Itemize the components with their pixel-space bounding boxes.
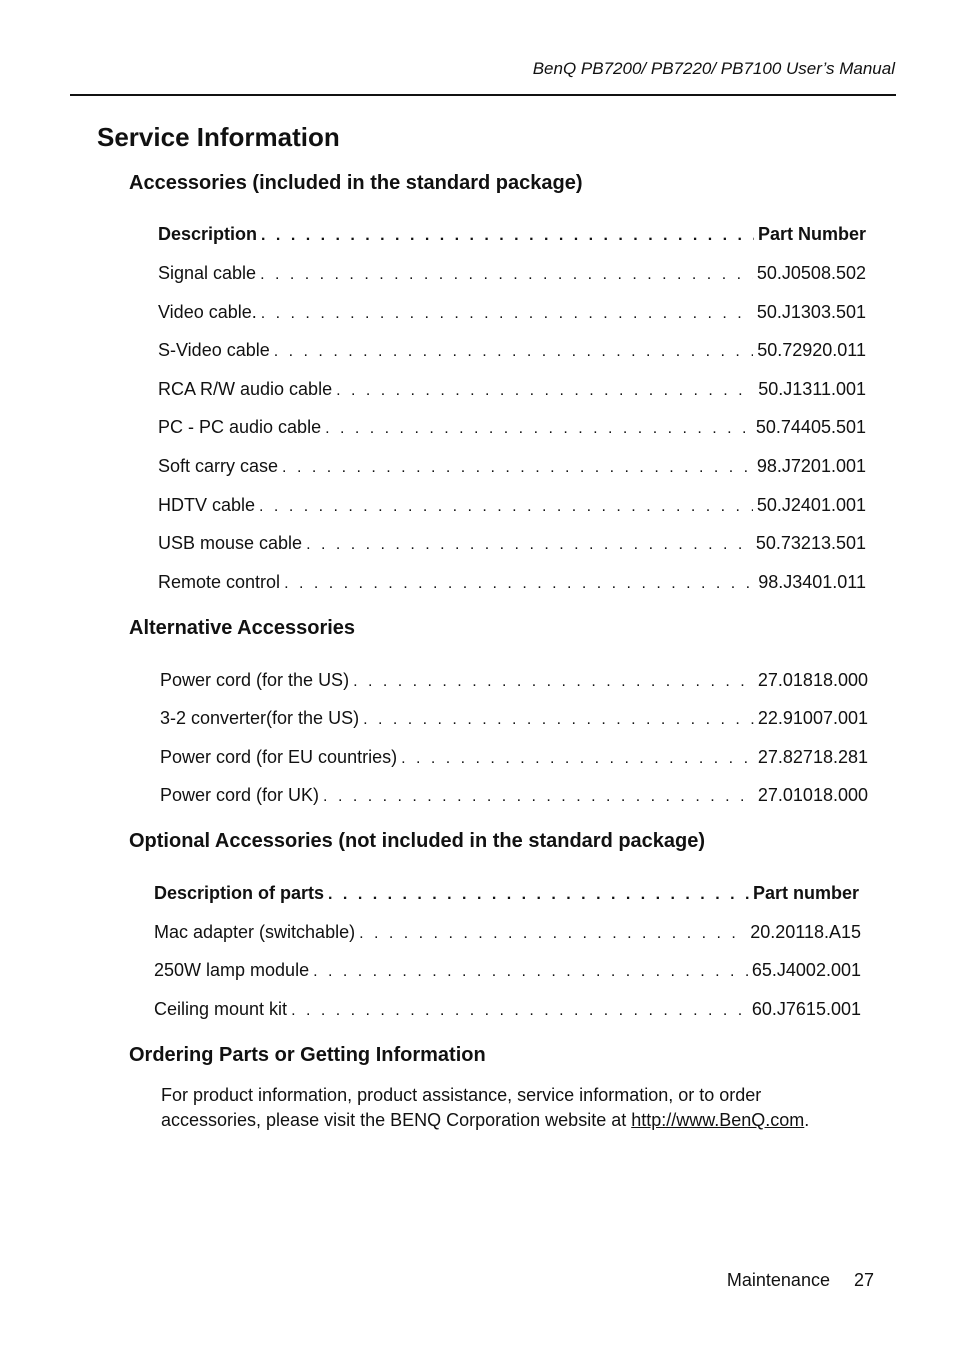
ordering-paragraph xyxy=(161,1083,861,1133)
item-description: Mac adapter (switchable) xyxy=(154,922,356,942)
item-part-number: 50.J1303.501 xyxy=(756,302,866,322)
dot-leader xyxy=(401,750,754,768)
item-description: S-Video cable xyxy=(158,340,270,360)
dot-leader xyxy=(363,711,754,729)
list-item xyxy=(160,708,868,729)
list-item xyxy=(158,495,866,516)
dot-leader xyxy=(284,575,754,593)
item-part-number: 50.74405.501 xyxy=(755,417,866,437)
dot-leader xyxy=(313,963,748,981)
ordering-text-line2: accessories, please visit the BENQ Corporation website at xyxy=(161,1110,632,1130)
dot-leader xyxy=(353,673,754,691)
dot-leader xyxy=(282,459,753,477)
list-item xyxy=(158,533,866,554)
running-header: BenQ PB7200/ PB7220/ PB7100 User’s Manual xyxy=(532,59,895,78)
item-part-number: 65.J4002.001 xyxy=(751,960,861,980)
item-part-number: 50.72920.011 xyxy=(757,340,866,360)
item-description: USB mouse cable xyxy=(158,533,303,553)
dot-leader xyxy=(325,420,752,438)
dot-leader xyxy=(261,305,753,323)
section-heading-standard: Accessories (included in the standard package) xyxy=(129,172,583,194)
item-description: PC - PC audio cable xyxy=(158,417,322,437)
page-title: Service Information xyxy=(97,122,340,152)
page-number: 27 xyxy=(853,1270,874,1290)
footer-section: Maintenance xyxy=(726,1270,830,1290)
ordering-text-line1: For product information, product assistance, service information, or to order xyxy=(161,1085,762,1105)
section-heading-ordering: Ordering Parts or Getting Information xyxy=(129,1044,486,1066)
list-item xyxy=(154,960,861,981)
benq-website-link[interactable]: http://www.BenQ.com xyxy=(631,1110,805,1130)
dot-leader xyxy=(328,886,749,904)
section-heading-alternative: Alternative Accessories xyxy=(129,617,356,639)
item-part-number: 27.01018.000 xyxy=(757,785,868,805)
section-heading-optional: Optional Accessories (not included in the standard package) xyxy=(129,830,706,852)
list-item xyxy=(158,340,866,361)
list-item xyxy=(158,302,866,323)
dot-leader xyxy=(306,536,752,554)
dot-leader xyxy=(336,382,754,400)
item-description: Power cord (for EU countries) xyxy=(160,747,398,767)
table-header-standard xyxy=(158,224,866,245)
item-description: Video cable. xyxy=(158,302,257,322)
item-description: Power cord (for UK) xyxy=(160,785,320,805)
list-item xyxy=(154,922,861,943)
table-header-optional xyxy=(154,883,859,904)
item-description: Signal cable xyxy=(158,263,257,283)
item-description: HDTV cable xyxy=(158,495,256,515)
ordering-text-end: . xyxy=(804,1110,810,1130)
item-description: Power cord (for the US) xyxy=(160,670,350,690)
column-header-description: Description of parts xyxy=(154,883,325,903)
page-footer xyxy=(727,1270,874,1291)
dot-leader xyxy=(259,498,753,516)
dot-leader xyxy=(274,343,753,361)
item-part-number: 50.J1311.001 xyxy=(758,379,866,399)
column-header-description: Description xyxy=(158,224,258,244)
dot-leader xyxy=(291,1002,748,1020)
item-part-number: 27.82718.281 xyxy=(757,747,868,767)
item-part-number: 98.J3401.011 xyxy=(758,572,866,592)
list-item xyxy=(158,456,866,477)
item-part-number: 60.J7615.001 xyxy=(751,999,861,1019)
list-item xyxy=(158,379,866,400)
list-item xyxy=(158,572,866,593)
item-part-number: 50.J0508.502 xyxy=(756,263,866,283)
column-header-part-number: Part Number xyxy=(757,224,866,244)
item-description: Ceiling mount kit xyxy=(154,999,288,1019)
dot-leader xyxy=(359,925,746,943)
dot-leader xyxy=(261,227,754,245)
header-divider xyxy=(70,94,896,96)
item-part-number: 27.01818.000 xyxy=(757,670,868,690)
list-item xyxy=(160,785,868,806)
list-item xyxy=(154,999,861,1020)
list-item xyxy=(160,747,868,768)
item-description: Soft carry case xyxy=(158,456,279,476)
list-item xyxy=(158,417,866,438)
item-description: RCA R/W audio cable xyxy=(158,379,333,399)
item-description: 3-2 converter(for the US) xyxy=(160,708,360,728)
list-item xyxy=(158,263,866,284)
item-part-number: 50.73213.501 xyxy=(755,533,866,553)
column-header-part-number: Part number xyxy=(752,883,859,903)
item-part-number: 22.91007.001 xyxy=(757,708,868,728)
item-part-number: 20.20118.A15 xyxy=(750,922,861,942)
list-item xyxy=(160,670,868,691)
dot-leader xyxy=(323,788,754,806)
item-description: 250W lamp module xyxy=(154,960,310,980)
dot-leader xyxy=(260,266,753,284)
item-part-number: 98.J7201.001 xyxy=(756,456,866,476)
item-description: Remote control xyxy=(158,572,281,592)
item-part-number: 50.J2401.001 xyxy=(756,495,866,515)
